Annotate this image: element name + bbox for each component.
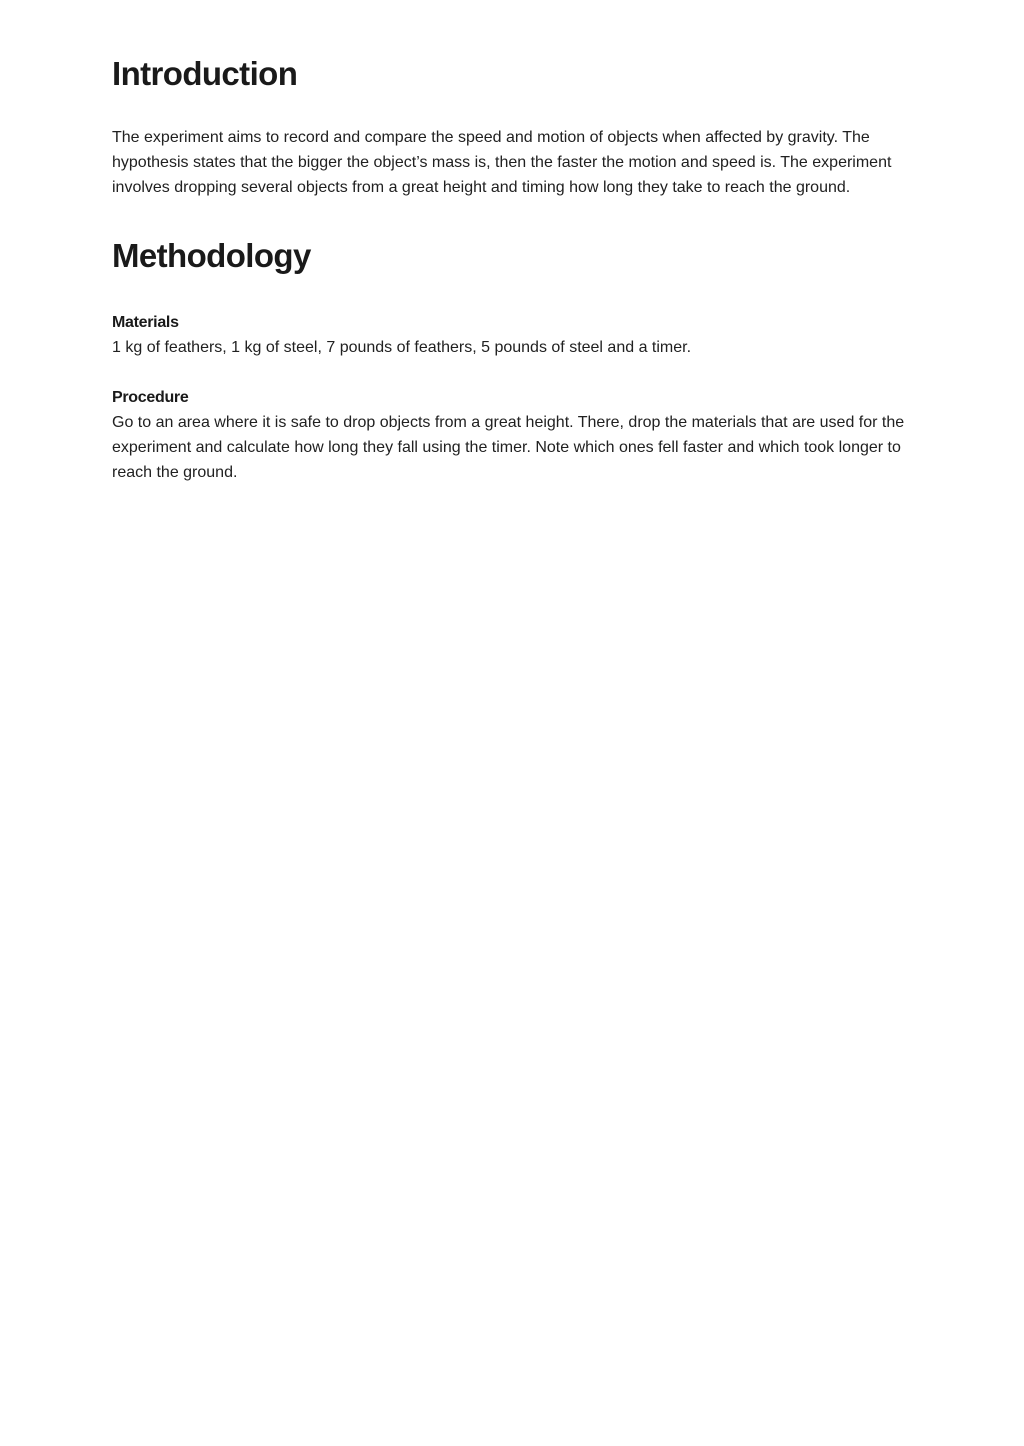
- spacer: [112, 360, 912, 385]
- materials-block: [112, 310, 912, 360]
- methodology-section: [112, 234, 912, 485]
- introduction-section: [112, 52, 912, 200]
- procedure-paragraph: Go to an area where it is safe to drop objects from a great height. There, drop the materials that are used for the experiment and calculate how long they fall using the timer. Note which ones fell faster and which took longer to reach the ground.: [112, 414, 905, 481]
- document-page: [112, 52, 912, 485]
- introduction-heading: Introduction: [112, 55, 298, 92]
- procedure-label: Procedure: [112, 389, 189, 406]
- methodology-heading: Methodology: [112, 237, 311, 274]
- introduction-paragraph: The experiment aims to record and compare the speed and motion of objects when affected by gravity. The hypothesis states that the bigger the object’s mass is, then the faster the motion and speed is. The experiment involves dropping several objects from a great height and timing how long they take to reach the ground.: [112, 129, 892, 196]
- procedure-block: [112, 385, 912, 485]
- materials-label: Materials: [112, 314, 179, 331]
- materials-paragraph: 1 kg of feathers, 1 kg of steel, 7 pounds of feathers, 5 pounds of steel and a timer.: [112, 339, 692, 356]
